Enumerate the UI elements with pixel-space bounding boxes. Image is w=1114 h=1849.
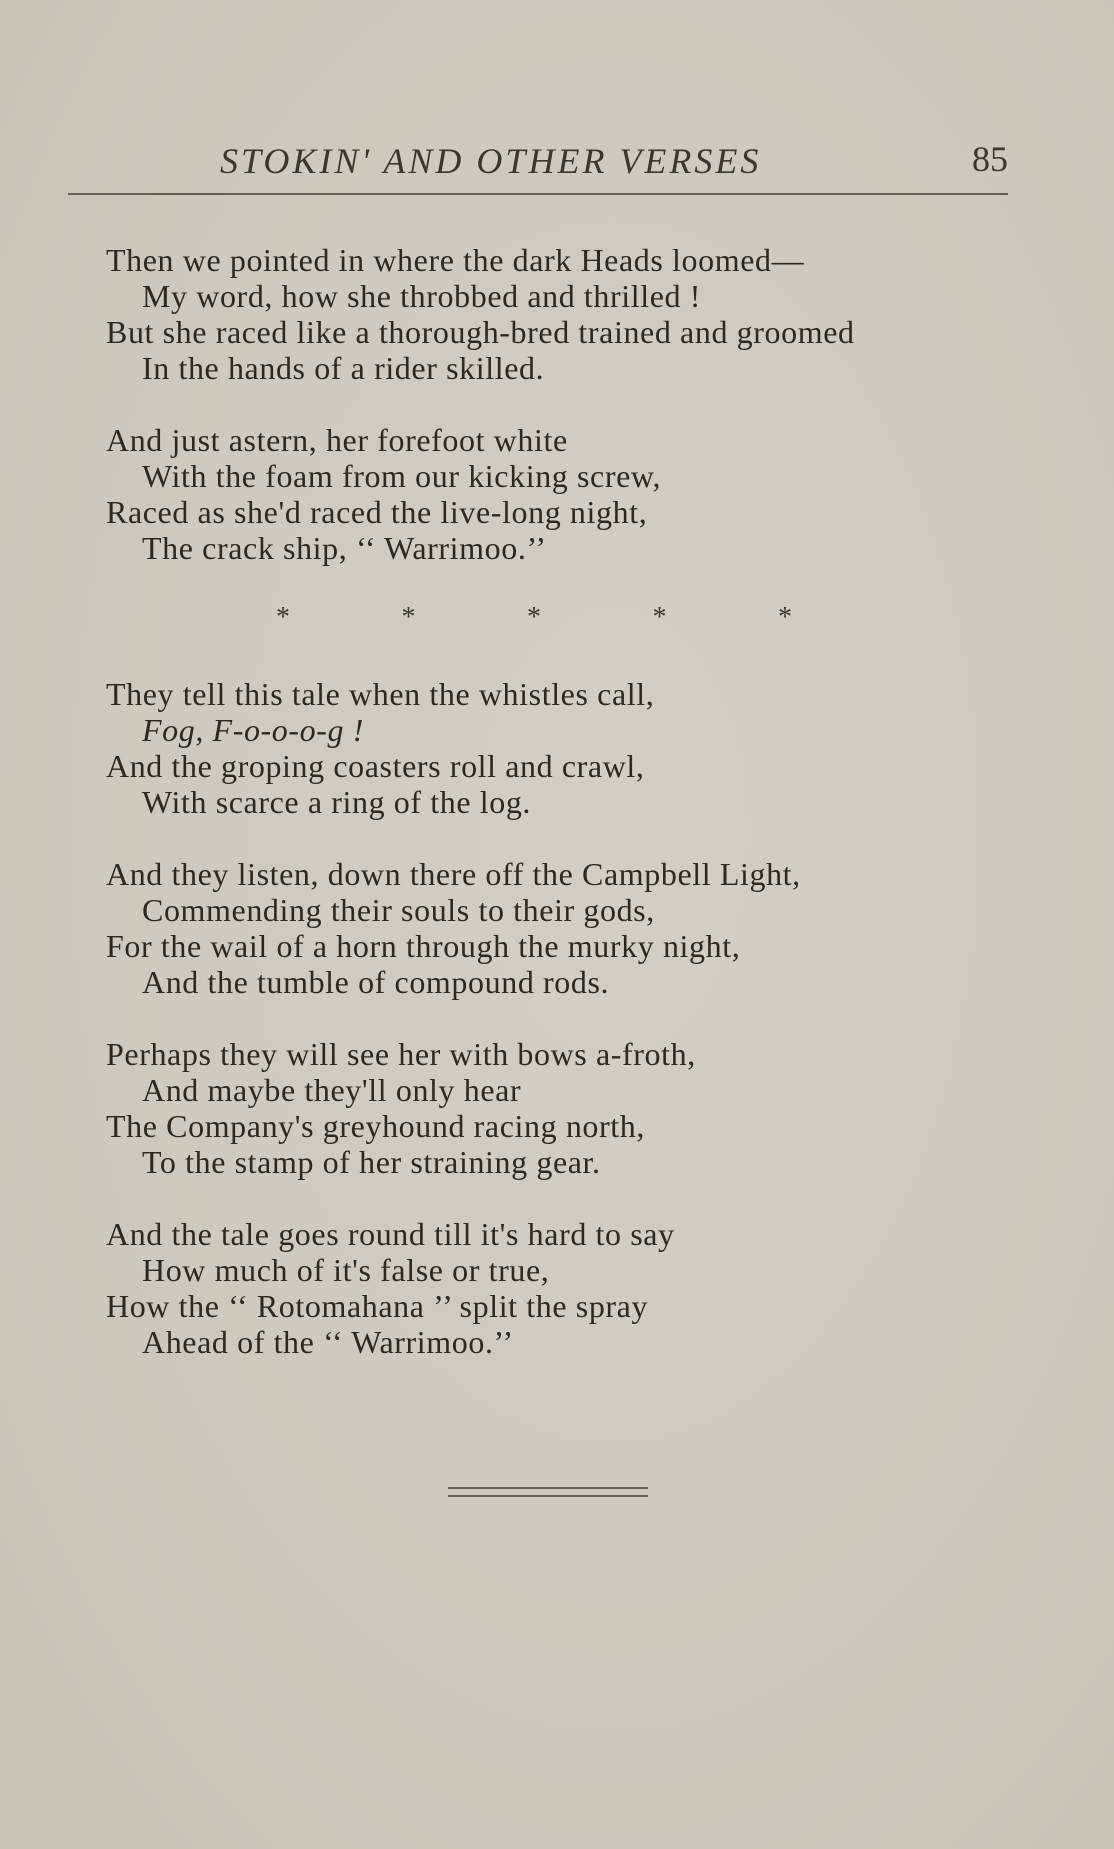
verse-line: And maybe they'll only hear — [142, 1072, 522, 1108]
stanza — [106, 242, 1036, 386]
verse-line: To the stamp of her straining gear. — [142, 1144, 601, 1180]
verse-line: Fog, F-o-o-o-g ! — [142, 712, 364, 748]
verse-line: For the wail of a horn through the murky night, — [106, 928, 741, 964]
verse-line: Raced as she'd raced the live-long night, — [106, 494, 648, 530]
verse-line: Commending their souls to their gods, — [142, 892, 655, 928]
header-rule — [68, 193, 1008, 195]
stanza — [106, 422, 1036, 566]
asterisk: * — [652, 602, 667, 633]
asterisk: * — [778, 602, 792, 633]
verse-line: In the hands of a rider skilled. — [142, 350, 545, 386]
poem-body — [106, 242, 1036, 1396]
verse-line: And just astern, her forefoot white — [106, 422, 568, 458]
section-break-asterisks — [276, 602, 792, 634]
running-title: STOKIN' AND OTHER VERSES — [220, 141, 762, 181]
asterisk: * — [527, 602, 541, 633]
verse-line: They tell this tale when the whistles call, — [106, 676, 655, 712]
verse-line: And they listen, down there off the Campbell Light, — [106, 856, 801, 892]
stanza — [106, 1216, 1036, 1360]
verse-line: With scarce a ring of the log. — [142, 784, 532, 820]
verse-line: The crack ship, ‘‘ Warrimoo.’’ — [142, 530, 547, 566]
verse-line: Ahead of the ‘‘ Warrimoo.’’ — [142, 1324, 514, 1360]
end-rule — [448, 1487, 648, 1497]
verse-line: The Company's greyhound racing north, — [106, 1108, 645, 1144]
verse-line: Then we pointed in where the dark Heads loomed— — [106, 242, 805, 278]
running-header — [68, 138, 1008, 186]
verse-line: How much of it's false or true, — [142, 1252, 550, 1288]
verse-line: Perhaps they will see her with bows a-froth, — [106, 1036, 696, 1072]
stanza — [106, 1036, 1036, 1180]
verse-line: With the foam from our kicking screw, — [142, 458, 662, 494]
asterisk: * — [276, 602, 290, 633]
verse-line: How the ‘‘ Rotomahana ’’ split the spray — [106, 1288, 649, 1324]
verse-line: And the tumble of compound rods. — [142, 964, 610, 1000]
verse-line: And the groping coasters roll and crawl, — [106, 748, 645, 784]
stanza — [106, 856, 1036, 1000]
verse-line: But she raced like a thorough-bred trained and groomed — [106, 314, 855, 350]
page-number: 85 — [972, 139, 1008, 179]
asterisk: * — [401, 602, 416, 633]
verse-line: And the tale goes round till it's hard to say — [106, 1216, 675, 1252]
stanza — [106, 676, 1036, 820]
verse-line: My word, how she throbbed and thrilled ! — [142, 278, 702, 314]
